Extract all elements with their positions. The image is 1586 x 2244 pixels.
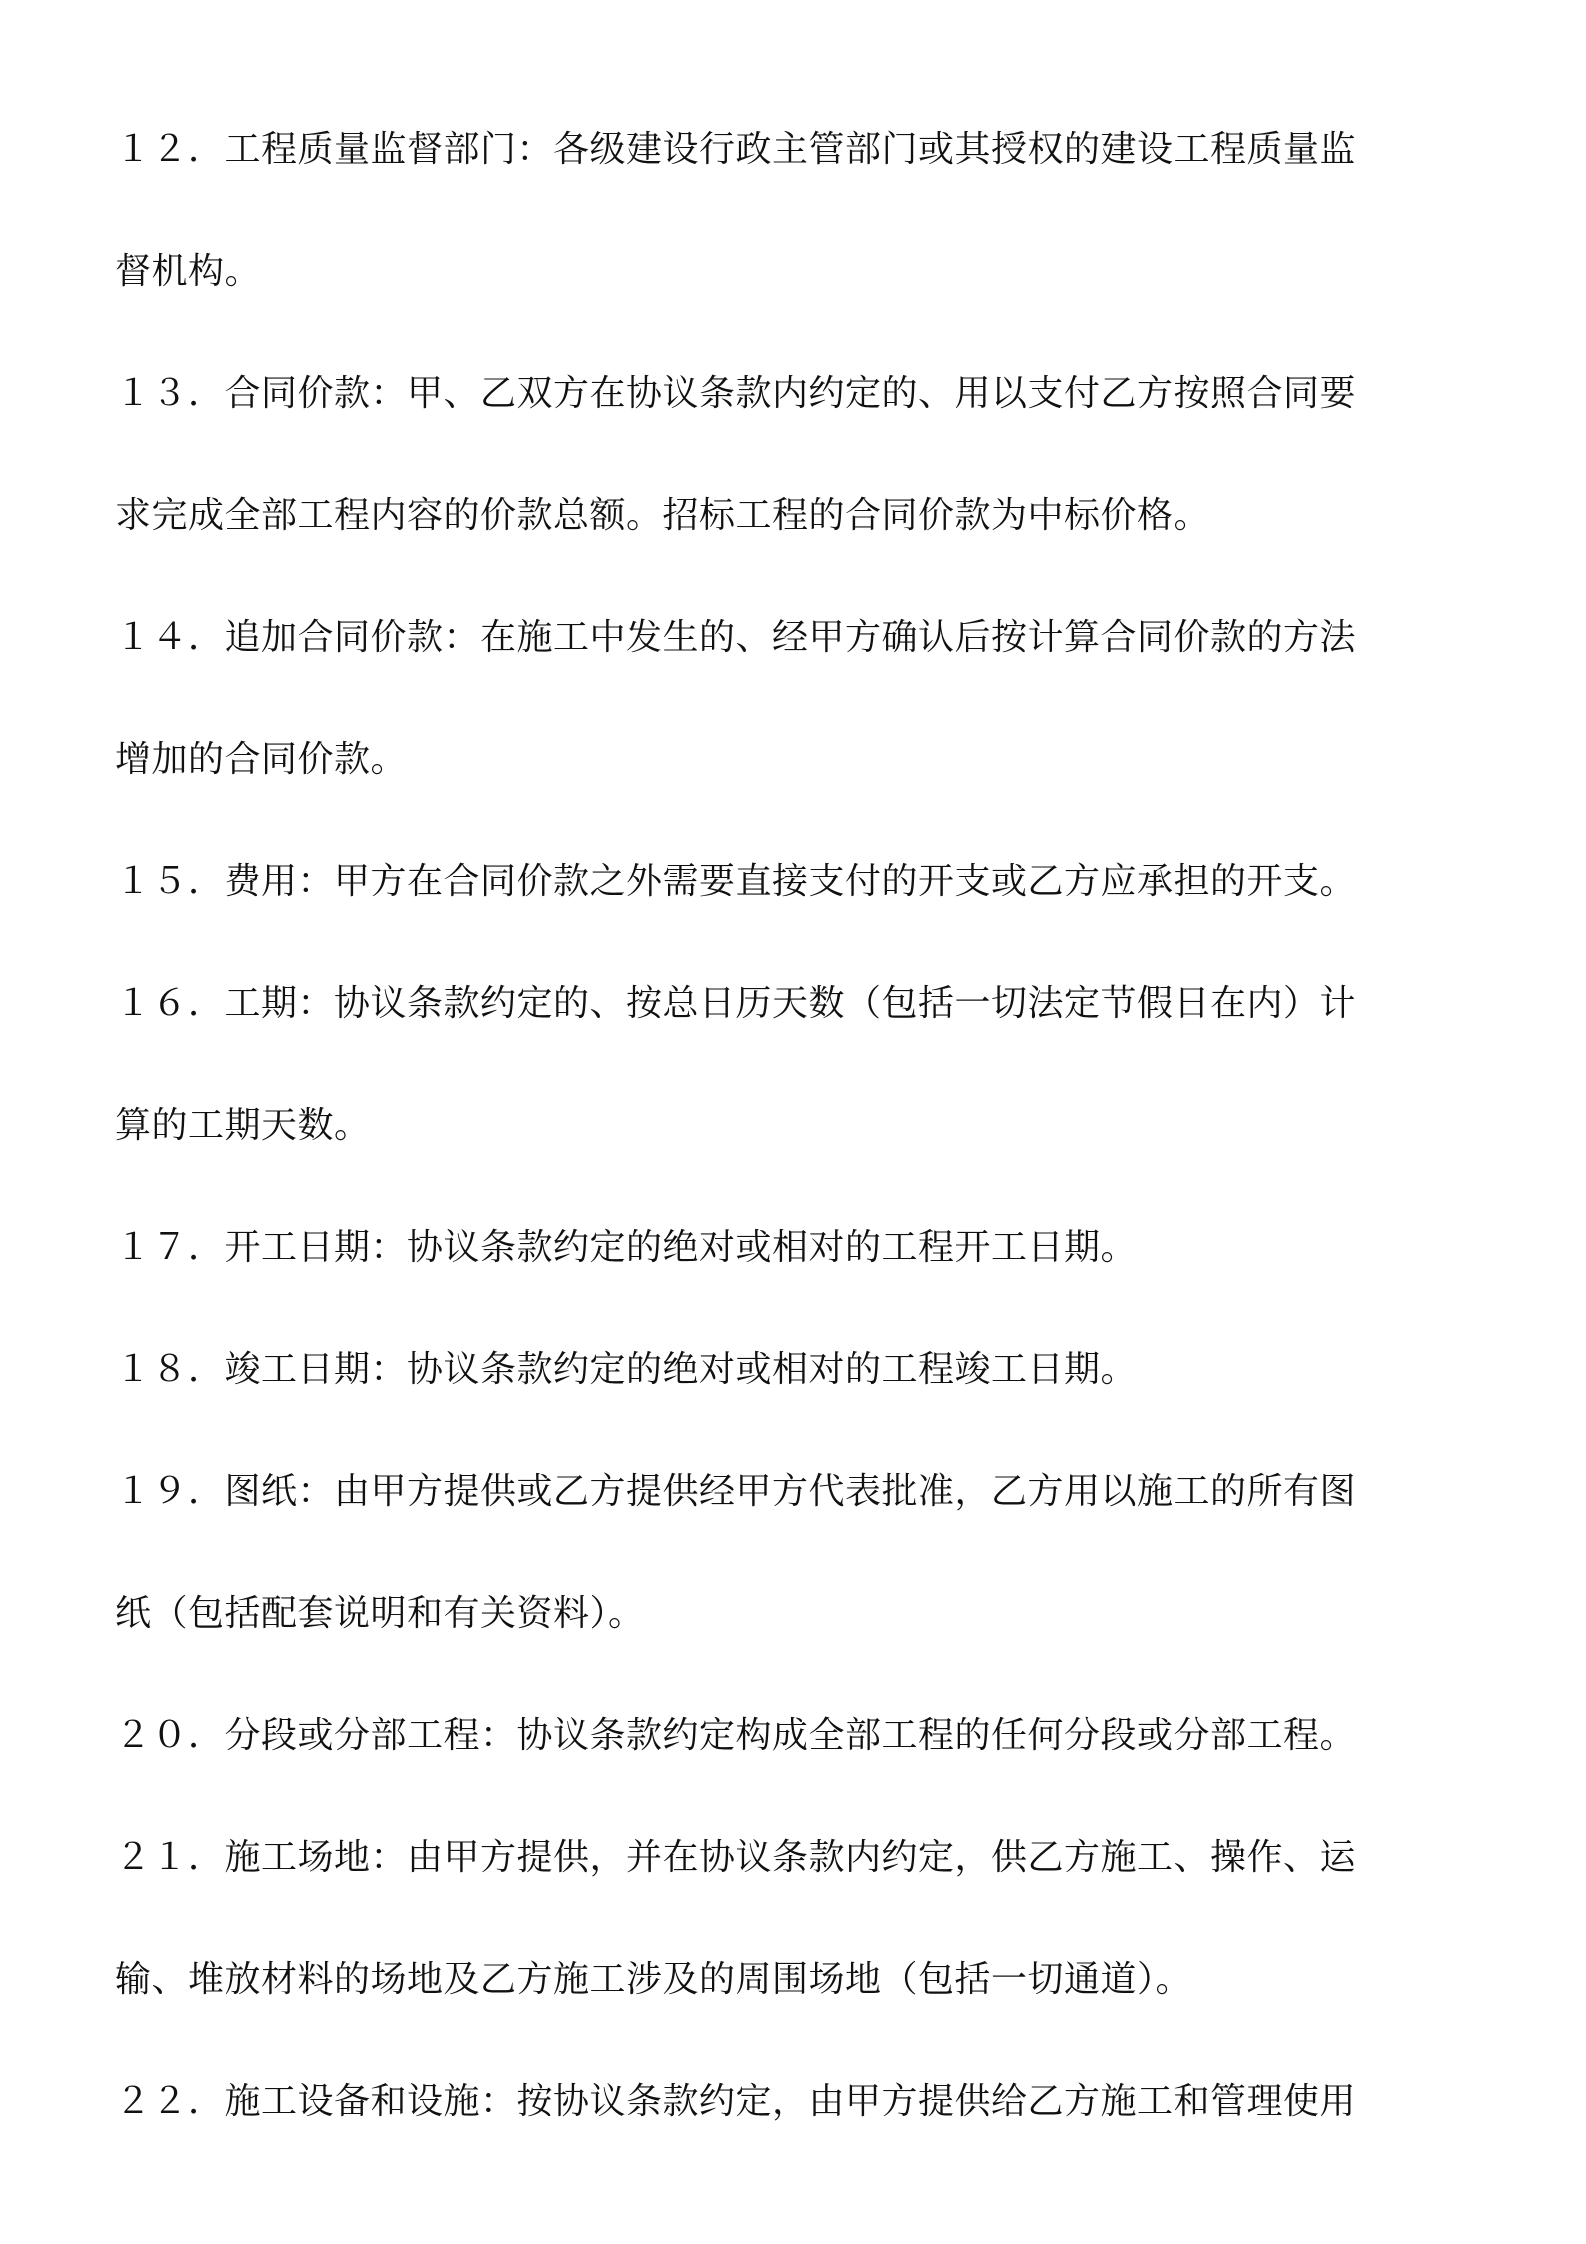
clause-15-line-1: １５．费用：甲方在合同价款之外需要直接支付的开支或乙方应承担的开支。 (115, 861, 1357, 902)
clause-22-line-1: ２２．施工设备和设施：按协议条款约定，由甲方提供给乙方施工和管理使用 (115, 2081, 1357, 2122)
clause-21-line-2: 输、堆放材料的场地及乙方施工涉及的周围场地（包括一切通道）。 (115, 1959, 1193, 2000)
clause-17-line-1: １７．开工日期：协议条款约定的绝对或相对的工程开工日期。 (115, 1227, 1138, 1268)
clause-19-line-1: １９．图纸：由甲方提供或乙方提供经甲方代表批准，乙方用以施工的所有图 (115, 1471, 1357, 1512)
clause-14-line-2: 增加的合同价款。 (115, 739, 408, 780)
clause-20-line-1: ２０．分段或分部工程：协议条款约定构成全部工程的任何分段或分部工程。 (115, 1715, 1357, 1756)
clause-12-line-1: １２．工程质量监督部门：各级建设行政主管部门或其授权的建设工程质量监 (115, 129, 1357, 170)
clause-13-line-2: 求完成全部工程内容的价款总额。招标工程的合同价款为中标价格。 (115, 495, 1211, 536)
clause-14-line-1: １４．追加合同价款：在施工中发生的、经甲方确认后按计算合同价款的方法 (115, 617, 1357, 658)
clause-21-line-1: ２１．施工场地：由甲方提供，并在协议条款内约定，供乙方施工、操作、运 (115, 1837, 1357, 1878)
clause-16-line-2: 算的工期天数。 (115, 1105, 371, 1146)
clause-18-line-1: １８．竣工日期：协议条款约定的绝对或相对的工程竣工日期。 (115, 1349, 1138, 1390)
clause-16-line-1: １６．工期：协议条款约定的、按总日历天数（包括一切法定节假日在内）计 (115, 983, 1357, 1024)
clause-13-line-1: １３．合同价款：甲、乙双方在协议条款内约定的、用以支付乙方按照合同要 (115, 373, 1357, 414)
clause-19-line-2: 纸（包括配套说明和有关资料）。 (115, 1593, 645, 1634)
clause-12-line-2: 督机构。 (115, 251, 262, 292)
